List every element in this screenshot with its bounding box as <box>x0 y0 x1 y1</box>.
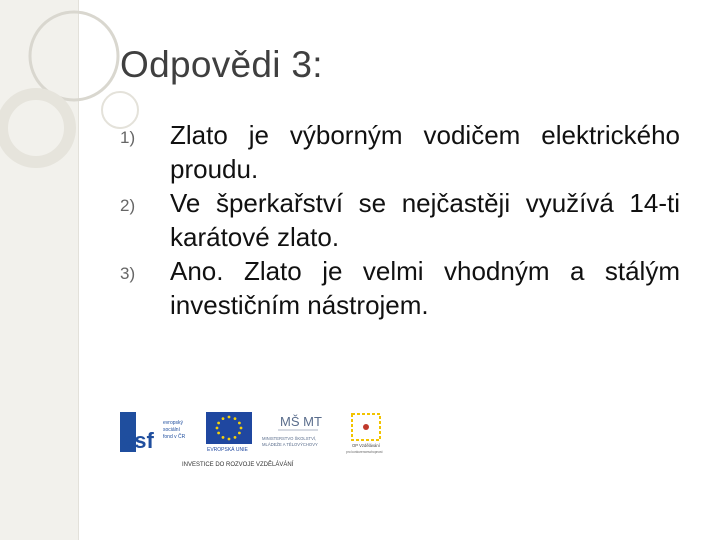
eu-flag-logo <box>206 412 252 453</box>
list-item <box>120 254 680 322</box>
op-caption: OP Vzdělávání <box>352 443 380 448</box>
esf-logo <box>120 412 186 453</box>
item-text: Ve šperkařství se nejčastěji využívá 14-ti karátové zlato. <box>170 188 680 252</box>
msmt-caption: MINISTERSTVO ŠKOLSTVÍ, <box>262 436 317 441</box>
esf-wordmark: esf <box>122 428 154 453</box>
op-caption-small: pro konkurenceschopnost <box>346 450 383 454</box>
eu-caption: EVROPSKÁ UNIE <box>207 447 248 453</box>
slide-title: Odpovědi 3: <box>120 44 323 85</box>
item-number: 1) <box>120 128 136 147</box>
esf-caption: sociální <box>163 427 180 433</box>
msmt-wordmark: MŠ MT <box>280 414 322 429</box>
list-item <box>120 186 680 254</box>
tagline: INVESTICE DO ROZVOJE VZDĚLÁVÁNÍ <box>182 462 294 468</box>
item-number: 3) <box>120 264 136 283</box>
item-number: 2) <box>120 196 136 215</box>
esf-caption: fond v ČR <box>163 434 186 440</box>
msmt-caption: MLÁDEŽE A TĚLOVÝCHOVY <box>262 442 318 447</box>
item-text: Ano. Zlato je velmi vhodným a stálým investičním nástrojem. <box>170 256 680 320</box>
msmt-logo <box>262 414 322 447</box>
answer-list <box>120 118 680 322</box>
esf-caption: evropský <box>163 420 184 426</box>
item-text: Zlato je výborným vodičem elektrického proudu. <box>170 120 680 184</box>
op-vzdelavani-logo <box>346 414 383 454</box>
list-item <box>120 118 680 186</box>
funding-logos-strip <box>120 408 400 470</box>
